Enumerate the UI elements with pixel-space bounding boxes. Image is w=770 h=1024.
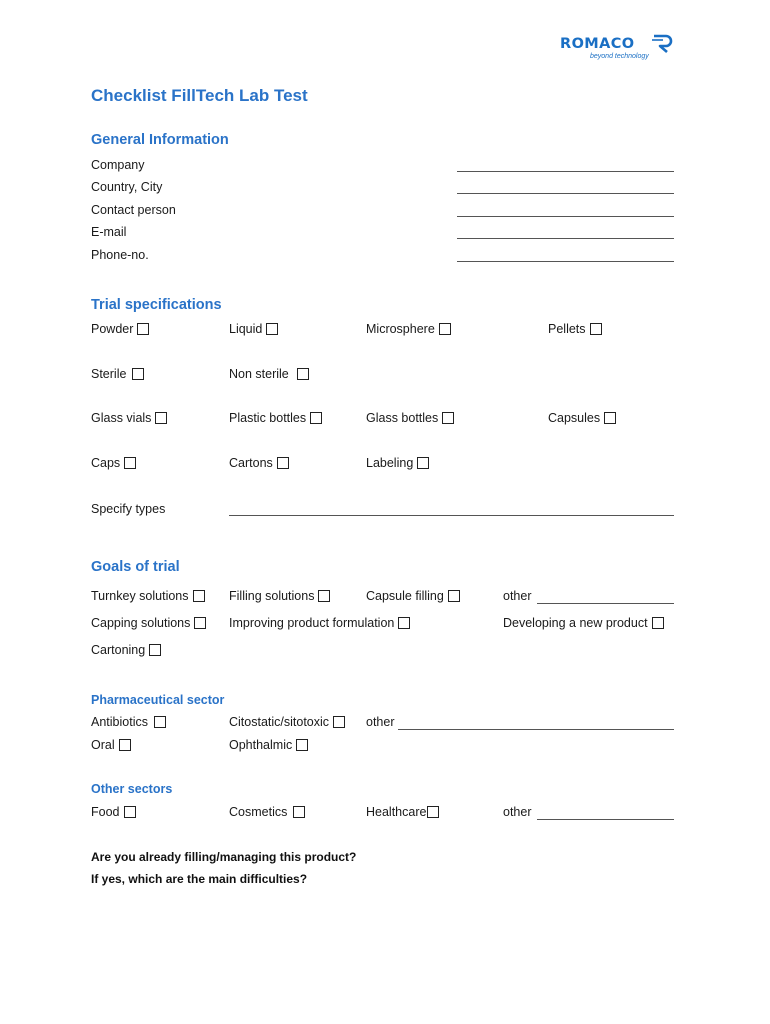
option-label: Caps bbox=[91, 456, 121, 470]
option-label: Sterile bbox=[91, 367, 127, 381]
goal-option bbox=[229, 589, 330, 603]
specify-types-label: Specify types bbox=[91, 502, 166, 516]
antibiotics-checkbox[interactable] bbox=[154, 716, 166, 728]
option-label: Non sterile bbox=[229, 367, 289, 381]
goal-option bbox=[91, 589, 205, 603]
option-label: Liquid bbox=[229, 322, 263, 336]
sterile-checkbox[interactable] bbox=[132, 368, 144, 380]
trial-option bbox=[229, 411, 322, 425]
goal-other-label: other bbox=[503, 589, 532, 603]
cartoning-checkbox[interactable] bbox=[149, 644, 161, 656]
option-label: Healthcare bbox=[366, 805, 427, 819]
goal-other-field[interactable] bbox=[537, 603, 674, 604]
trial-option bbox=[229, 367, 309, 381]
pharma-other-field[interactable] bbox=[398, 729, 674, 730]
option-label: Glass bottles bbox=[366, 411, 439, 425]
cosmetics-checkbox[interactable] bbox=[293, 806, 305, 818]
trial-option bbox=[366, 322, 451, 336]
filling-solutions-checkbox[interactable] bbox=[318, 590, 330, 602]
option-label: Ophthalmic bbox=[229, 738, 293, 752]
option-label: Labeling bbox=[366, 456, 414, 470]
option-label: Cartoning bbox=[91, 643, 146, 657]
other-sectors-heading: Other sectors bbox=[91, 782, 173, 796]
goal-option bbox=[366, 589, 460, 603]
trial-option bbox=[548, 322, 602, 336]
non-sterile-checkbox[interactable] bbox=[297, 368, 309, 380]
goal-option bbox=[503, 616, 664, 630]
romaco-logo bbox=[560, 34, 678, 62]
goals-heading: Goals of trial bbox=[91, 559, 180, 575]
capping-checkbox[interactable] bbox=[194, 617, 206, 629]
liquid-checkbox[interactable] bbox=[266, 323, 278, 335]
food-checkbox[interactable] bbox=[124, 806, 136, 818]
sector-other-label: other bbox=[503, 805, 532, 819]
goal-option bbox=[91, 616, 206, 630]
goal-option bbox=[229, 616, 410, 630]
option-label: Capsules bbox=[548, 411, 601, 425]
option-label: Powder bbox=[91, 322, 134, 336]
labeling-checkbox[interactable] bbox=[417, 457, 429, 469]
option-label: Improving product formulation bbox=[229, 616, 395, 630]
trial-option bbox=[366, 411, 454, 425]
option-label: Food bbox=[91, 805, 120, 819]
pellets-checkbox[interactable] bbox=[590, 323, 602, 335]
pharma-option bbox=[91, 715, 166, 729]
option-label: Filling solutions bbox=[229, 589, 315, 603]
sector-option bbox=[91, 805, 136, 819]
goal-option bbox=[91, 643, 161, 657]
trial-option bbox=[91, 456, 136, 470]
trial-spec-heading: Trial specifications bbox=[91, 297, 222, 313]
powder-checkbox[interactable] bbox=[137, 323, 149, 335]
option-label: Capping solutions bbox=[91, 616, 191, 630]
trial-option bbox=[91, 367, 144, 381]
country-city-field[interactable] bbox=[457, 193, 674, 194]
turnkey-checkbox[interactable] bbox=[193, 590, 205, 602]
company-label: Company bbox=[91, 158, 145, 172]
pharma-option bbox=[91, 738, 131, 752]
email-field[interactable] bbox=[457, 238, 674, 239]
pharma-option bbox=[229, 715, 345, 729]
specify-types-field[interactable] bbox=[229, 515, 674, 516]
email-label: E-mail bbox=[91, 225, 127, 239]
company-field[interactable] bbox=[457, 171, 674, 172]
logo-mark-icon bbox=[651, 34, 673, 54]
contact-person-field[interactable] bbox=[457, 216, 674, 217]
option-label: Developing a new product bbox=[503, 616, 648, 630]
trial-option bbox=[91, 411, 167, 425]
sector-option bbox=[229, 805, 305, 819]
question-filling: Are you already filling/managing this product? bbox=[91, 850, 357, 864]
healthcare-checkbox[interactable] bbox=[427, 806, 439, 818]
country-city-label: Country, City bbox=[91, 180, 163, 194]
option-label: Turnkey solutions bbox=[91, 589, 189, 603]
glass-bottles-checkbox[interactable] bbox=[442, 412, 454, 424]
glass-vials-checkbox[interactable] bbox=[155, 412, 167, 424]
question-difficulties: If yes, which are the main difficulties? bbox=[91, 872, 308, 886]
general-info-heading: General Information bbox=[91, 132, 229, 148]
new-product-checkbox[interactable] bbox=[652, 617, 664, 629]
capsule-filling-checkbox[interactable] bbox=[448, 590, 460, 602]
sector-other-field[interactable] bbox=[537, 819, 674, 820]
logo-brand: ROMACO bbox=[560, 36, 635, 52]
trial-option bbox=[229, 456, 289, 470]
option-label: Glass vials bbox=[91, 411, 152, 425]
option-label: Pellets bbox=[548, 322, 586, 336]
trial-option bbox=[91, 322, 149, 336]
pharma-option bbox=[229, 738, 308, 752]
trial-option bbox=[229, 322, 278, 336]
sector-option bbox=[366, 805, 439, 819]
phone-field[interactable] bbox=[457, 261, 674, 262]
caps-checkbox[interactable] bbox=[124, 457, 136, 469]
pharma-other-label: other bbox=[366, 715, 395, 729]
contact-person-label: Contact person bbox=[91, 203, 176, 217]
pharma-heading: Pharmaceutical sector bbox=[91, 693, 225, 707]
improving-formulation-checkbox[interactable] bbox=[398, 617, 410, 629]
option-label: Cosmetics bbox=[229, 805, 288, 819]
option-label: Plastic bottles bbox=[229, 411, 307, 425]
option-label: Oral bbox=[91, 738, 115, 752]
microsphere-checkbox[interactable] bbox=[439, 323, 451, 335]
option-label: Microsphere bbox=[366, 322, 435, 336]
cartons-checkbox[interactable] bbox=[277, 457, 289, 469]
citostatic-checkbox[interactable] bbox=[333, 716, 345, 728]
ophthalmic-checkbox[interactable] bbox=[296, 739, 308, 751]
option-label: Cartons bbox=[229, 456, 273, 470]
option-label: Capsule filling bbox=[366, 589, 444, 603]
option-label: Antibiotics bbox=[91, 715, 148, 729]
capsules-checkbox[interactable] bbox=[604, 412, 616, 424]
trial-option bbox=[548, 411, 616, 425]
option-label: Citostatic/sitotoxic bbox=[229, 715, 330, 729]
oral-checkbox[interactable] bbox=[119, 739, 131, 751]
plastic-bottles-checkbox[interactable] bbox=[310, 412, 322, 424]
phone-label: Phone-no. bbox=[91, 248, 149, 262]
logo-tagline: beyond technology bbox=[590, 53, 649, 60]
trial-option bbox=[366, 456, 429, 470]
page-title: Checklist FillTech Lab Test bbox=[91, 86, 308, 105]
